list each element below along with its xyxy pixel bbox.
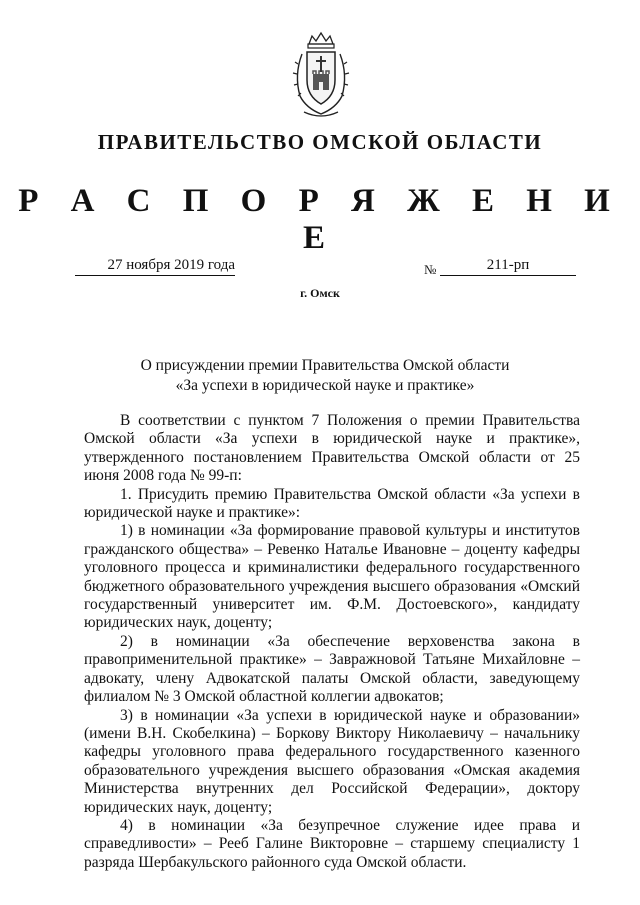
subject-line-1: О присуждении премии Правительства Омской области [140,357,510,374]
city-line: г. Омск [300,286,340,300]
subitem-3-paragraph: 3) в номинации «За успехи в юридической науке и образовании» (имени В.Н. Скобелкина) – Боркову Виктору Николаевичу – начальнику кафедры уголовного права федерального государственного казенного образовательного учреждения высшего образования «Омская академия Министерства внутренних дел Российской Федерации», доктору юридических наук, доценту; [84,706,580,816]
subitem-4-paragraph: 4) в номинации «За безупречное служение идее права и справедливости» – Рееб Галине Викторовне – старшему специалисту 1 разряда Шербакульского районного суда Омской области. [84,816,580,871]
document-body [84,412,580,872]
omsk-coat-of-arms-emblem [292,30,350,120]
number-label: № [424,262,437,277]
document-number: 211-рп [440,257,576,276]
document-date: 27 ноября 2019 года [75,257,235,276]
document-type-heading: Р А С П О Р Я Ж Е Н И Е [18,183,622,256]
subject-line-2: «За успехи в юридической науке и практике» [175,377,475,394]
preamble-paragraph: В соответствии с пунктом 7 Положения о премии Правительства Омской области «За успехи в юридической науке и практике», утвержденного постановлением Правительства Омской области от 25 июня 2008 года № 99-п: [84,412,580,485]
subitem-2-paragraph: 2) в номинации «За обеспечение верховенства закона в правоприменительной практике» – Завражновой Татьяне Михайловне – адвокату, члену Адвокатской палаты Омской области, заведующему филиалом № 3 Омской областной коллегии адвокатов; [84,632,580,706]
government-title: ПРАВИТЕЛЬСТВО ОМСКОЙ ОБЛАСТИ [97,130,543,154]
item-1-paragraph: 1. Присудить премию Правительства Омской области «За успехи в юридической науке и практике»: [84,485,580,522]
subitem-1-paragraph: 1) в номинации «За формирование правовой культуры и институтов гражданского общества» – Ревенко Наталье Ивановне – доценту кафедры уголовного процесса и криминалистики федерального государственного бюджетного образовательного учреждения высшего образования «Омский государственный университет им. Ф.М. Достоевского», кандидату юридических наук, доценту; [84,522,580,632]
document-subject [100,356,550,396]
